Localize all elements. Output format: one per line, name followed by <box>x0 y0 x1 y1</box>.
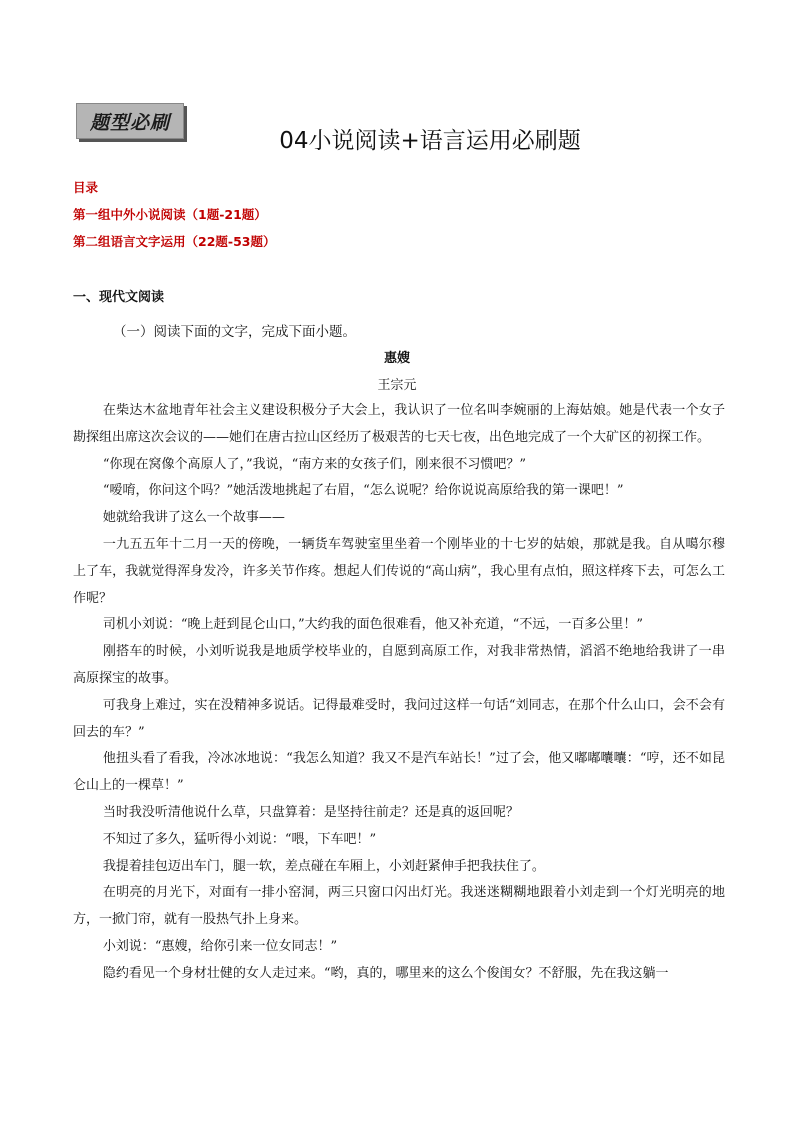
story-paragraph: 隐约看见一个身材壮健的女人走过来。“哟，真的，哪里来的这么个俊闺女？不舒服，先在我这躺一 <box>102 965 669 981</box>
story-paragraph: 小刘说：“惠嫂，给你引来一位女同志！” <box>102 938 338 954</box>
story-paragraph: 在明亮的月光下，对面有一排小窑洞，两三只窗口闪出灯光。我迷迷糊糊地跟着小刘走到一个灯光明亮的地方，一掀门帘，就有一股热气扑上身来。 <box>73 885 725 928</box>
badge-label: 题型必刷 <box>89 111 170 134</box>
story-paragraph: 可我身上难过，实在没精神多说话。记得最难受时，我问过这样一句话“刘同志，在那个什么山口，会不会有回去的车？” <box>73 697 725 740</box>
section-heading: 一、现代文阅读 <box>73 290 165 305</box>
section-badge <box>76 103 184 139</box>
page-title: 04小说阅读+语言运用必刷题 <box>279 128 581 154</box>
table-of-contents <box>73 174 275 255</box>
story-paragraph: 不知过了多久，猛听得小刘说：“喂，下车吧！” <box>102 831 377 847</box>
story-paragraph: 他扭头看了看我，冷冰冰地说：“我怎么知道？我又不是汽车站长！”过了会，他又嘟嘟囔囔：“哼，还不如昆仑山上的一棵草！” <box>73 751 725 794</box>
story-paragraph: “你现在窝像个高原人了，”我说，“南方来的女孩子们，刚来很不习惯吧？” <box>102 456 526 472</box>
story-paragraph: 在柴达木盆地青年社会主义建设积极分子大会上，我认识了一位名叫李婉丽的上海姑娘。她是代表一个女子勘探组出席这次会议的——她们在唐古拉山区经历了极艰苦的七天七夜，出色地完成了一个大矿区的初探工作。 <box>73 403 725 445</box>
story-author: 王宗元 <box>377 378 417 393</box>
story-paragraph: 她就给我讲了这么一个故事—— <box>102 510 285 526</box>
toc-item-group-1[interactable]: 第一组中外小说阅读（1题-21题） <box>73 207 267 222</box>
story-paragraph: 司机小刘说：“晚上赶到昆仑山口，”大约我的面色很难看，他又补充道，“不远，一百多公里！” <box>102 617 643 633</box>
story-paragraph: 一九五五年十二月一天的傍晚，一辆货车驾驶室里坐着一个刚毕业的十七岁的姑娘，那就是我。自从噶尔穆上了车，我就觉得浑身发冷，许多关节作疼。想起人们传说的“高山病”，我心里有点怕，照这样疼下去，可怎么工作呢？ <box>73 536 725 606</box>
story-title: 惠嫂 <box>383 351 410 366</box>
toc-item-group-2[interactable]: 第二组语言文字运用（22题-53题） <box>73 234 276 249</box>
story-paragraph: 当时我没听清他说什么草，只盘算着：是坚持往前走？还是真的返回呢？ <box>102 804 519 820</box>
toc-label: 目录 <box>73 180 99 195</box>
question-intro: （一）阅读下面的文字，完成下面小题。 <box>113 324 356 340</box>
story-paragraph: 我提着挂包迈出车门，腿一软，差点碰在车厢上，小刘赶紧伸手把我扶住了。 <box>102 858 545 874</box>
story-body <box>73 398 725 988</box>
story-paragraph: “嗳唷，你问这个吗？”她活泼地挑起了右眉，“怎么说呢？给你说说高原给我的第一课吧！” <box>102 483 624 499</box>
story-paragraph: 刚搭车的时候，小刘听说我是地质学校毕业的，自愿到高原工作，对我非常热情，滔滔不绝地给我讲了一串高原探宝的故事。 <box>73 644 725 686</box>
